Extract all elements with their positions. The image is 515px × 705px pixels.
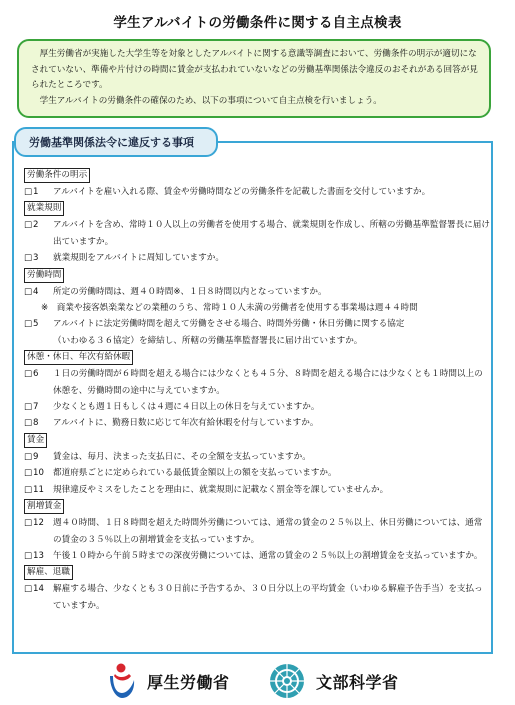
item-number: 11: [33, 484, 44, 495]
checklist-content: [24, 167, 490, 614]
item-text: アルバイトに、勤務日数に応じて年次有給休暇を付与していますか。: [53, 418, 319, 429]
mhlw-emblem-icon: [107, 662, 137, 700]
item-text: １日の労働時間が６時間を超える場合には少なくとも４５分、８時間を超える場合には少なくとも１時間以上の休憩を、労働時間の途中に与えていますか。: [53, 369, 483, 396]
checklist-item: [24, 399, 490, 415]
group-heading: 割増賃金: [24, 499, 64, 514]
group-heading: 労働条件の明示: [24, 168, 90, 183]
intro-paragraph-1: 厚生労働省が実施した大学生等を対象としたアルバイトに関する意識等調査において、労働条件の明示が適切になされていない、準備や片付けの時間に賃金が支払われていないなどの労働基準関係法令違反のおそれがある回答が見られたところです。: [31, 49, 478, 90]
item-text: 規律違反やミスをしたことを理由に、就業規則に記載なく罰金等を課していませんか。: [53, 484, 389, 495]
item-text: アルバイトを含め、常時１０人以上の労働者を使用する場合、就業規則を作成し、所轄の労働基準監督署長に届け出ていますか。: [53, 220, 490, 247]
item-text: アルバイトを雇い入れる際、賃金や労働時間などの労働条件を記載した書面を交付していますか。: [53, 187, 431, 197]
item-number: 4: [33, 286, 39, 297]
section-title: 労働基準関係法令に違反する事項: [14, 127, 218, 157]
mext-emblem-icon: [268, 662, 306, 700]
group-heading: 休憩・休日、年次有給休暇: [24, 350, 133, 365]
item-number: 1: [33, 187, 39, 197]
item-number: 5: [33, 319, 39, 330]
item-number: 9: [33, 451, 39, 462]
item-text: 午後１０時から午前５時までの深夜労働については、通常の賃金の２５％以上の割増賃金を支払っていますか。: [53, 550, 483, 561]
mext-name: 文部科学省: [316, 672, 399, 692]
item-text: 賃金は、毎月、決まった支払日に、その全額を支払っていますか。: [53, 451, 311, 462]
checkbox[interactable]: □: [24, 484, 33, 495]
checkbox[interactable]: □: [24, 319, 33, 330]
checkbox[interactable]: □: [24, 550, 33, 561]
checkbox[interactable]: □: [24, 468, 33, 479]
checkbox[interactable]: □: [24, 418, 33, 429]
item-number: 8: [33, 418, 39, 429]
checklist-item: [24, 366, 490, 399]
item-text: 解雇する場合、少なくとも３０日前に予告するか、３０日分以上の平均賃金（いわゆる解雇予告手当）を支払っていますか。: [53, 584, 483, 611]
checklist-item: [24, 449, 490, 465]
item-text: 少なくとも週１日もしくは４週に４日以上の休日を与えていますか。: [53, 402, 320, 413]
checklist-item: [24, 482, 490, 498]
item-text: 所定の労働時間は、週４０時間※、１日８時間以内となっていますか。: [53, 286, 327, 297]
intro-box: [17, 39, 491, 118]
footer-logos: [0, 660, 515, 705]
group-heading: 解雇、退職: [24, 565, 73, 580]
group-heading: 労働時間: [24, 268, 64, 283]
checkbox[interactable]: □: [24, 253, 33, 264]
item-number: 10: [33, 468, 44, 479]
mext-logo: [268, 662, 399, 700]
item-text: 就業規則をアルバイトに周知していますか。: [53, 253, 224, 264]
item-number: 7: [33, 402, 39, 413]
page-title: 学生アルバイトの労働条件に関する自主点検表: [113, 15, 402, 31]
checklist-item: [24, 217, 490, 250]
intro-paragraph-2: 学生アルバイトの労働条件の確保のため、以下の事項について自主点検を行いましょう。: [39, 95, 382, 106]
item-text: アルバイトに法定労働時間を超えて労働をさせる場合、時間外労働・休日労働に関する協定: [53, 319, 405, 330]
mhlw-name: 厚生労働省: [147, 672, 230, 692]
checkbox[interactable]: □: [24, 187, 33, 197]
item-note: （いわゆる３６協定）を締結し、所轄の労働基準監督署長に届け出ていますか。: [53, 335, 363, 346]
item-text: 週４０時間、１日８時間を超えた時間外労働については、通常の賃金の２５％以上、休日労働については、通常の賃金の３５％以上の割増賃金を支払っていますか。: [53, 518, 483, 545]
checkbox[interactable]: □: [24, 402, 33, 413]
checklist-item: [24, 415, 490, 431]
checkbox[interactable]: □: [24, 286, 33, 297]
checklist-item: [24, 515, 490, 548]
group-heading: 就業規則: [24, 201, 64, 216]
group-heading: 賃金: [24, 433, 47, 448]
checklist-item: [24, 284, 490, 300]
checkbox[interactable]: □: [24, 369, 33, 380]
item-number: 6: [33, 369, 39, 380]
item-number: 13: [33, 550, 44, 561]
mhlw-logo: [107, 662, 230, 700]
checklist-item: [24, 250, 490, 266]
checkbox[interactable]: □: [24, 220, 33, 231]
checklist-item: [24, 316, 490, 332]
item-number: 2: [33, 220, 39, 231]
checklist-item: [24, 465, 490, 481]
item-number: 12: [33, 518, 44, 529]
item-text: 都道府県ごとに定められている最低賃金額以上の額を支払っていますか。: [53, 468, 337, 479]
item-number: 14: [33, 584, 44, 595]
checklist-item: [24, 184, 490, 200]
item-number: 3: [33, 253, 39, 264]
item-note: ※ 商業や接客娯楽業などの業種のうち、常時１０人未満の労働者を使用する事業場は週４４時間: [41, 303, 418, 314]
checkbox[interactable]: □: [24, 451, 33, 462]
checkbox[interactable]: □: [24, 518, 33, 529]
checkbox[interactable]: □: [24, 584, 33, 595]
checklist-item: [24, 581, 490, 614]
checklist-item: [24, 548, 490, 564]
